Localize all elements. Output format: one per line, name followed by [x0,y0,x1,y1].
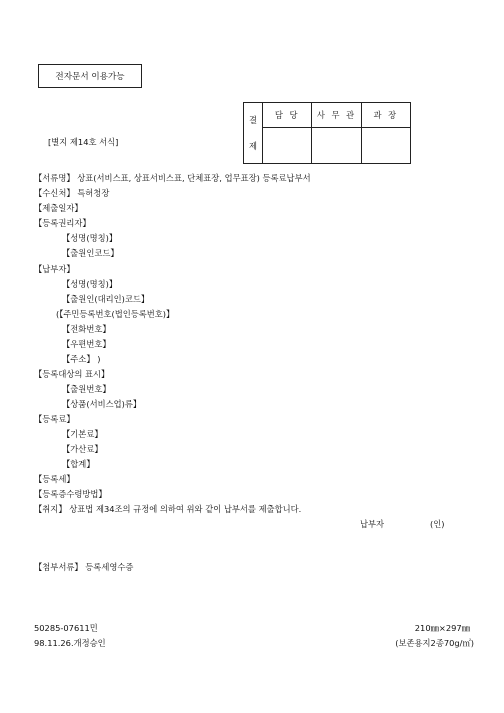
footer-form-code: 50285-07611민 [34,623,98,633]
field-payer-code: 【출원인(대리인)코드】 [62,294,150,304]
attachments: 【첨부서류】 등록세영수증 [34,562,134,572]
badge-text: 전자문서 이용가능 [55,72,125,82]
field-basic-fee: 【기본료】 [62,429,103,439]
field-surcharge: 【가산료】 [62,444,103,454]
signature-payer-label: 납부자 [360,519,385,529]
approval-label [244,103,263,164]
approval-label-bottom: 제 [248,141,257,151]
approval-sign-chief[interactable] [361,128,410,164]
field-registration-fee: 【등록료】 [34,414,75,424]
field-resident-number: (【주민등록번호(법인등록번호)】 [56,309,175,319]
field-registrant-name: 【성명(명칭)】 [62,233,118,243]
footer-paper-size: 210㎜×297㎜ [414,623,470,633]
approval-label-top: 결 [248,115,257,125]
signature-seal: (인) [430,519,445,529]
field-address: 【주소】 ) [62,354,101,364]
field-total: 【합계】 [62,459,95,469]
footer-approval-date: 98.11.26.개정승인 [34,638,106,648]
field-payer: 【납부자】 [34,264,75,274]
form-number: [별지 제14호 서식] [48,137,119,147]
approval-col-staff: 담 당 [263,103,312,128]
footer-paper-type: (보존용지2종70g/㎡) [395,638,474,648]
field-recipient: 【수신처】 특허청장 [34,188,110,198]
approval-sign-officer[interactable] [312,128,361,164]
field-registration-target: 【등록대상의 표시】 [34,369,110,379]
field-application-number: 【출원번호】 [62,384,111,394]
field-certificate-method: 【등록증수령방법】 [34,489,107,499]
field-postal-code: 【우편번호】 [62,339,111,349]
field-registration-tax: 【등록세】 [34,474,75,484]
approval-table [243,102,411,164]
field-registrant-code: 【출원인코드】 [62,248,119,258]
electronic-document-badge [38,64,142,88]
approval-col-chief: 과 장 [361,103,410,128]
field-submission-date: 【제출일자】 [34,203,83,213]
field-registrant: 【등록권리자】 [34,218,91,228]
field-document-name: 【서류명】 상표(서비스표, 상표서비스표, 단체표장, 업무표장) 등록료납부서 [34,173,311,183]
field-phone: 【전화번호】 [62,324,111,334]
approval-col-officer: 사 무 관 [312,103,361,128]
approval-sign-staff[interactable] [263,128,312,164]
field-goods-class: 【상품(서비스업)류】 [62,399,142,409]
field-purpose: 【취지】 상표법 제34조의 규정에 의하여 위와 같이 납부서를 제출합니다. [34,504,302,514]
field-payer-name: 【성명(명칭)】 [62,279,118,289]
